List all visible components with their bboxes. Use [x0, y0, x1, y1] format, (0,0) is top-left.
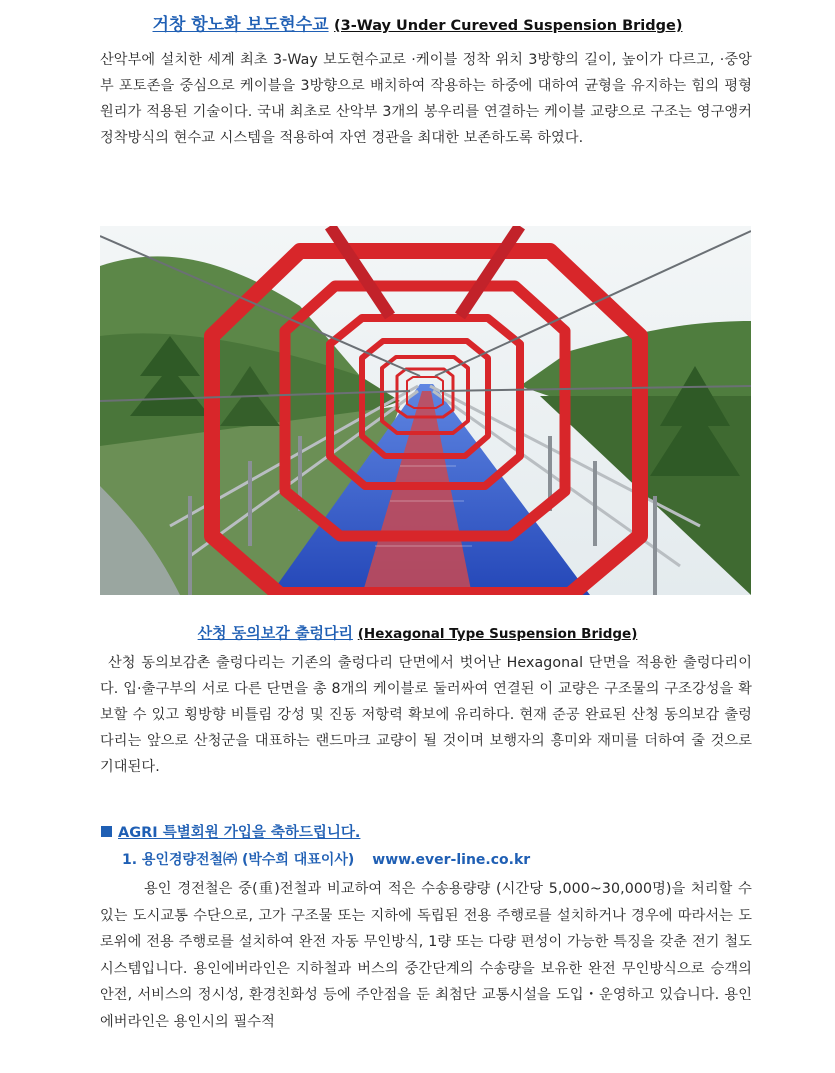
section1-title-ko: 거창 항노화 보도현수교 — [152, 15, 329, 35]
section2-title-ko: 산청 동의보감 출렁다리 — [197, 624, 353, 642]
member-name: 1. 용인경량전철㈜ (박수희 대표이사) — [122, 852, 355, 868]
section3-heading — [101, 822, 360, 844]
section3-heading-text: AGRI 특별회원 가입을 축하드립니다. — [118, 825, 361, 841]
bridge-photo-svg — [100, 226, 751, 595]
section2-title-en: (Hexagonal Type Suspension Bridge) — [357, 626, 638, 642]
section2-body: 산청 동의보감촌 출렁다리는 기존의 출렁다리 단면에서 벗어난 Hexagonal 단면을 적용한 출렁다리이다. 입·출구부의 서로 다른 단면을 총 8개의 케이블로 둘러싸여 연결된 이 교량은 구조물의 구조강성을 확보할 수 있고 횡방향 비틀림 강성 및 진동 저항력 확보에 유리하다. 현재 준공 완료된 산청 동의보감 출렁다리는 앞으로 산청군을 대표하는 랜드마크 교량이 될 것이며 보행자의 흥미와 재미를 더하여 줄 것으로 기대된다. — [100, 655, 752, 775]
section1-title-en: (3-Way Under Cureved Suspension Bridge) — [333, 18, 683, 34]
section1-body: 산악부에 설치한 세계 최초 3-Way 보도현수교로 ·케이블 정착 위치 3방향의 길이, 높이가 다르고, ·중앙부 포토존을 중심으로 케이블을 3방향으로 배치하여 작용하는 하중에 대하여 균형을 유지하는 힘의 평형원리가 적용된 기술이다. 국내 최초로 산악부 3개의 봉우리를 연결하는 케이블 교량으로 구조는 영구앵커 정착방식의 현수교 시스템을 적용하여 자연 경관을 최대한 보존하도록 하였다. — [100, 52, 752, 146]
member-url-link[interactable]: www.ever-line.co.kr — [372, 852, 531, 868]
section1-title — [0, 12, 835, 39]
section2-title — [0, 621, 835, 646]
member-item-title — [122, 849, 530, 871]
bridge-photo — [100, 226, 751, 595]
square-bullet-icon — [101, 826, 112, 837]
section3-body: 용인 경전철은 중(重)전철과 비교하여 적은 수송용량량 (시간당 5,000~30,000명)을 처리할 수 있는 도시교통 수단으로, 고가 구조물 또는 지하에 독립된 전용 주행로를 설치하거나 경우에 따라서는 도로위에 전용 주행로를 설치하여 완전 자동 무인방식, 1량 또는 다량 편성이 가능한 특징을 갖춘 전기 철도 시스템입니다. 용인에버라인은 지하철과 버스의 중간단계의 수송량을 보유한 완전 무인방식으로 승객의 안전, 서비스의 정시성, 환경친화성 등에 주안점을 둔 최첨단 교통시설을 도입・운영하고 있습니다. 용인에버라인은 용인시의 필수적 — [100, 881, 752, 1030]
